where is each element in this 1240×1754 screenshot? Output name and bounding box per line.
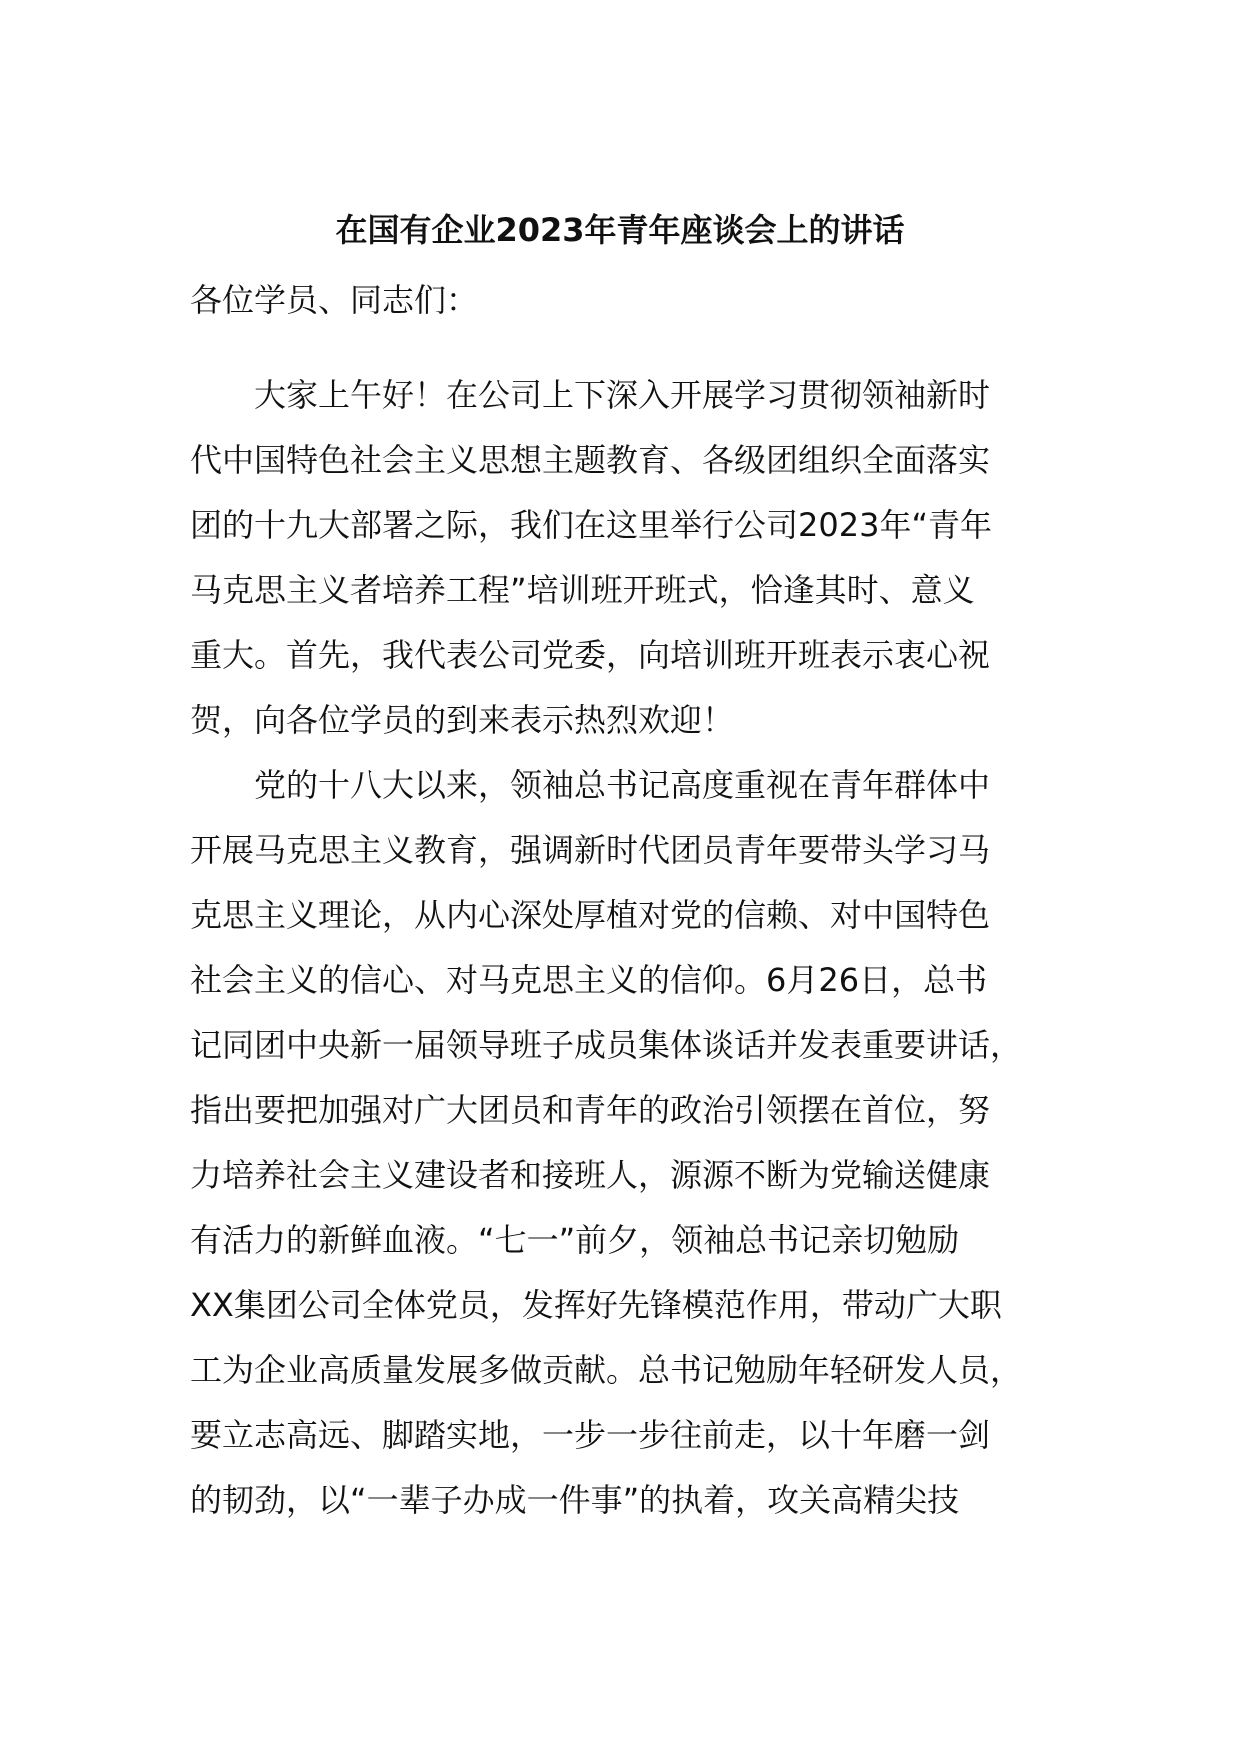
text-line: 的韧劲，以“一辈子办成一件事”的执着，攻关高精尖技 — [190, 1481, 960, 1519]
text-line: 社会主义的信心、对马克思主义的信仰。6月26日，总书 — [190, 961, 988, 999]
text-line: 党的十八大以来，领袖总书记高度重视在青年群体中 — [254, 766, 991, 804]
paragraph-1 — [190, 363, 1058, 753]
text-line: 大家上午好！在公司上下深入开展学习贯彻领袖新时 — [254, 376, 991, 414]
text-line: 克思主义理论，从内心深处厚植对党的信赖、对中国特色 — [190, 896, 991, 934]
salutation: 各位学员、同志们： — [190, 281, 479, 319]
text-line: 工为企业高质量发展多做贡献。总书记勉励年轻研发人员， — [190, 1351, 1023, 1389]
text-line: 重大。首先，我代表公司党委，向培训班开班表示衷心祝 — [190, 636, 991, 674]
text-line: 开展马克思主义教育，强调新时代团员青年要带头学习马 — [190, 831, 991, 869]
text-line: XX集团公司全体党员，发挥好先锋模范作用，带动广大职 — [190, 1286, 1002, 1324]
text-line: 力培养社会主义建设者和接班人，源源不断为党输送健康 — [190, 1156, 991, 1194]
text-line: 团的十九大部署之际，我们在这里举行公司2023年“青年 — [190, 506, 993, 544]
document-title: 在国有企业2023年青年座谈会上的讲话 — [335, 211, 905, 249]
paragraph-2 — [190, 753, 1058, 1533]
text-line: 马克思主义者培养工程”培训班开班式，恰逢其时、意义 — [190, 571, 975, 609]
text-line: 指出要把加强对广大团员和青年的政治引领摆在首位，努 — [190, 1091, 991, 1129]
text-line: 要立志高远、脚踏实地，一步一步往前走，以十年磨一剑 — [190, 1416, 991, 1454]
text-line: 贺，向各位学员的到来表示热烈欢迎！ — [190, 701, 735, 739]
text-line: 有活力的新鲜血液。“七一”前夕，领袖总书记亲切勉励 — [190, 1221, 960, 1259]
text-line: 记同团中央新一届领导班子成员集体谈话并发表重要讲话， — [190, 1026, 1023, 1064]
text-line: 代中国特色社会主义思想主题教育、各级团组织全面落实 — [190, 441, 991, 479]
